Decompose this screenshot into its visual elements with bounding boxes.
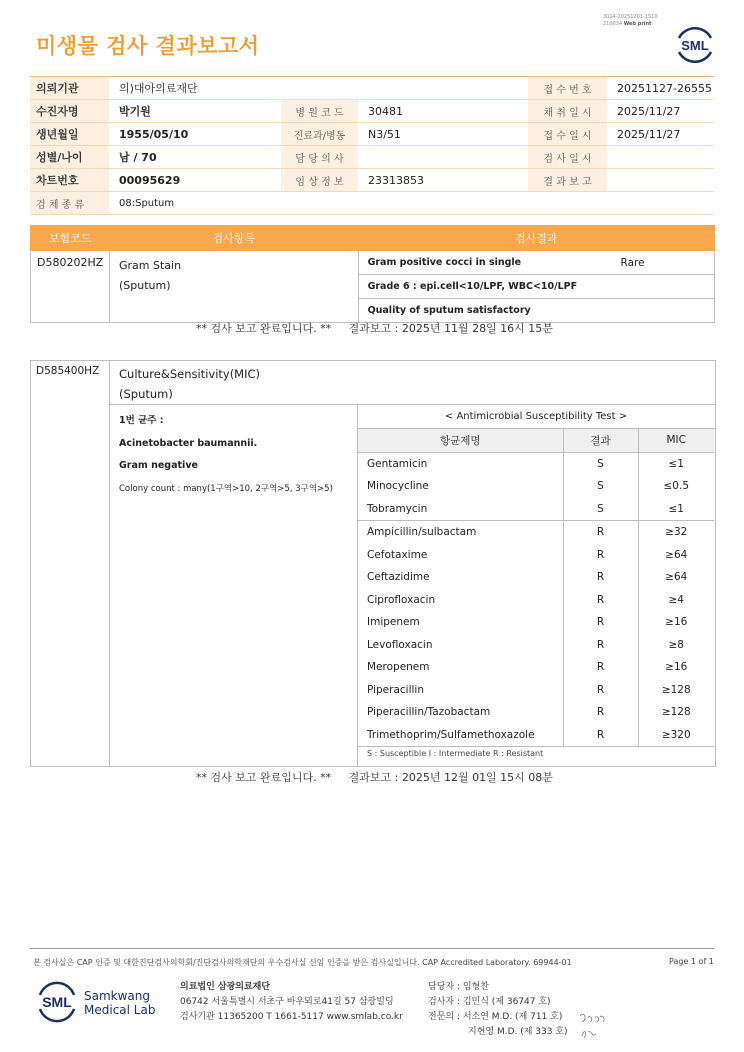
ast-result: R bbox=[563, 679, 638, 702]
ast-mic: ≤0.5 bbox=[663, 480, 689, 493]
ast-row bbox=[358, 701, 714, 724]
ast-result: S bbox=[563, 498, 638, 521]
specimen: 08:Sputum bbox=[109, 192, 714, 215]
ast-result: R bbox=[563, 521, 638, 544]
ast-row bbox=[358, 679, 714, 702]
col-item: 검사항목 bbox=[109, 226, 358, 251]
gram-report-time: 결과보고 : 2025년 11월 28일 16시 15분 bbox=[348, 322, 553, 335]
ast-mic: ≥64 bbox=[665, 571, 688, 584]
culture-report-time: 결과보고 : 2025년 12월 01일 15시 08분 bbox=[348, 771, 553, 784]
signature bbox=[576, 1008, 608, 1042]
ast-result: R bbox=[563, 611, 638, 634]
ast-row bbox=[358, 724, 714, 747]
staff-info: 담당자 : 임형찬 검사자 : 김민식 (제 36747 호) 전문의 : 서소연 M.D. (제 711 호) 지현영 M.D. (제 333 호) bbox=[428, 982, 568, 1037]
dept: N3/51 bbox=[358, 123, 528, 146]
col-code: 보험코드 bbox=[31, 226, 110, 251]
ast-drug-name: Ciprofloxacin bbox=[358, 589, 563, 612]
ast-row bbox=[358, 452, 714, 475]
ast-legend: S : Susceptible I : Intermediate R : Resistant bbox=[367, 749, 544, 758]
gram-result-2: Grade 6 : epi.cell<10/LPF, WBC<10/LPF bbox=[358, 275, 714, 299]
ast-result: R bbox=[563, 634, 638, 657]
ast-drug-name: Tobramycin bbox=[358, 498, 563, 521]
ast-col-drug: 항균제명 bbox=[358, 429, 563, 452]
clinical-info: 23313853 bbox=[358, 169, 528, 192]
gram-code: D580202HZ bbox=[31, 251, 110, 323]
brand-name: Samkwang Medical Lab bbox=[84, 989, 156, 1017]
ast-drug-name: Gentamicin bbox=[358, 452, 563, 475]
ast-result: R bbox=[563, 656, 638, 679]
hospital-code: 30481 bbox=[358, 100, 528, 123]
ast-row bbox=[358, 521, 714, 544]
ast-result: S bbox=[563, 452, 638, 475]
patient-name: 박기원 bbox=[109, 100, 281, 123]
ast-drug-name: Levofloxacin bbox=[358, 634, 563, 657]
ast-drug-name: Imipenem bbox=[358, 611, 563, 634]
ast-mic: ≥128 bbox=[661, 683, 691, 696]
ast-drug-name: Ceftazidime bbox=[358, 566, 563, 589]
gram-complete: ** 검사 보고 완료입니다. ** bbox=[196, 322, 332, 335]
report-title: 미생물 검사 결과보고서 bbox=[36, 34, 260, 58]
ast-mic: ≤1 bbox=[668, 502, 684, 515]
receipt-no: 20251127-26555 bbox=[607, 77, 714, 100]
ast-row bbox=[358, 475, 714, 498]
organism-info bbox=[119, 410, 333, 500]
request-org: 의)대아의료재단 bbox=[109, 77, 528, 100]
doctor bbox=[358, 146, 528, 169]
culture-item: Culture&Sensitivity(MIC) bbox=[119, 367, 261, 381]
ast-drug-name: Trimethoprim/Sulfamethoxazole bbox=[358, 724, 563, 747]
cert-note: 본 검사실은 CAP 인증 및 대한진단검사의학회/진단검사의학재단의 우수검사실 신임 인증을 받은 검사실입니다. CAP Accredited Laboratory. 69944-01 bbox=[33, 958, 572, 967]
organism-name: Acinetobacter baumannii. bbox=[119, 437, 258, 449]
ast-row bbox=[358, 589, 714, 612]
ast-mic: ≥128 bbox=[661, 706, 691, 719]
receipt-date: 2025/11/27 bbox=[607, 123, 714, 146]
ast-result: R bbox=[563, 566, 638, 589]
ast-drug-name: Piperacillin/Tazobactam bbox=[358, 701, 563, 724]
ast-mic: ≥64 bbox=[665, 548, 688, 561]
gram-result-1-qty: Rare bbox=[620, 257, 645, 269]
gram-item: Gram Stain bbox=[118, 259, 182, 272]
ast-mic: ≥32 bbox=[665, 526, 688, 539]
svg-text:SML: SML bbox=[681, 38, 709, 53]
culture-complete: ** 검사 보고 완료입니다. ** bbox=[196, 771, 332, 784]
ast-mic: ≤1 bbox=[668, 457, 684, 470]
sml-logo bbox=[674, 24, 716, 66]
ast-row bbox=[358, 544, 714, 567]
ast-mic: ≥16 bbox=[665, 616, 688, 629]
ast-mic: ≥8 bbox=[668, 638, 684, 651]
sex-age: 남 / 70 bbox=[109, 146, 281, 169]
collect-date: 2025/11/27 bbox=[607, 100, 714, 123]
organism-gram: Gram negative bbox=[119, 460, 198, 471]
ast-row bbox=[358, 566, 714, 589]
ast-mic: ≥16 bbox=[665, 661, 688, 674]
ast-mic: ≥4 bbox=[668, 593, 684, 606]
ast-drug-name: Cefotaxime bbox=[358, 544, 563, 567]
ast-result: R bbox=[563, 701, 638, 724]
gram-result-1: Gram positive cocci in single bbox=[367, 257, 522, 268]
ast-col-result: 결과 bbox=[563, 429, 638, 452]
ast-mic: ≥320 bbox=[661, 728, 691, 741]
svg-text:SML: SML bbox=[42, 994, 72, 1010]
gram-stain-table bbox=[30, 225, 715, 323]
col-result: 검사결과 bbox=[358, 226, 714, 251]
page-number: Page 1 of 1 bbox=[669, 957, 714, 966]
ast-col-mic: MIC bbox=[638, 429, 714, 452]
ast-drug-name: Ampicillin/sulbactam bbox=[358, 521, 563, 544]
sml-footer-logo bbox=[36, 980, 78, 1024]
ast-row bbox=[358, 656, 714, 679]
birth-date: 1955/05/10 bbox=[109, 123, 281, 146]
ast-result: S bbox=[563, 475, 638, 498]
test-date bbox=[607, 146, 714, 169]
ast-result: R bbox=[563, 724, 638, 747]
colony-count: Colony count : many(1구역>10, 2구역>5, 3구역>5) bbox=[119, 483, 333, 494]
ast-row bbox=[358, 634, 714, 657]
ast-result: R bbox=[563, 589, 638, 612]
ast-title: < Antimicrobial Susceptibility Test > bbox=[444, 411, 628, 422]
chart-no: 00095629 bbox=[109, 169, 281, 192]
ast-row bbox=[358, 611, 714, 634]
ast-drug-name: Piperacillin bbox=[358, 679, 563, 702]
ast-row bbox=[358, 498, 714, 521]
ast-drug-name: Meropenem bbox=[358, 656, 563, 679]
patient-info-table: 의뢰기관 의)대아의료재단 접 수 번 호 20251127-26555 수진자명 박기원 병 원 코 드 30481 채 취 일 시 2025/11/27 생년월일 1955/05/10 진료과/병동 N3/51 접 수 일 시 2025/11/27 성별/나이 남 / 70 담 당 의 사 검 사 일 시 차트번호 00095629 임 상 정 보 23313853 결 과 보 고 검 체 종 류 08:Sputum bbox=[30, 76, 714, 215]
ast-drug-name: Minocycline bbox=[358, 475, 563, 498]
doc-id: 3014-20251201-1510 210034 Web print bbox=[603, 14, 658, 27]
ast-result: R bbox=[563, 544, 638, 567]
gram-result-3: Quality of sputum satisfactory bbox=[358, 299, 714, 323]
report-date bbox=[607, 169, 714, 192]
org-info: 의료법인 삼광의료재단 06742 서울특별시 서초구 바우뫼로41길 57 삼광빌딩 검사기관 11365200 T 1661-5117 www.smlab.co.kr bbox=[180, 982, 403, 1022]
culture-item-sub: (Sputum) bbox=[119, 387, 173, 401]
culture-code: D585400HZ bbox=[36, 365, 100, 377]
gram-item-sub: (Sputum) bbox=[118, 279, 171, 292]
organism-label: 1번 균주 : bbox=[119, 415, 164, 426]
ast-table bbox=[358, 429, 714, 770]
